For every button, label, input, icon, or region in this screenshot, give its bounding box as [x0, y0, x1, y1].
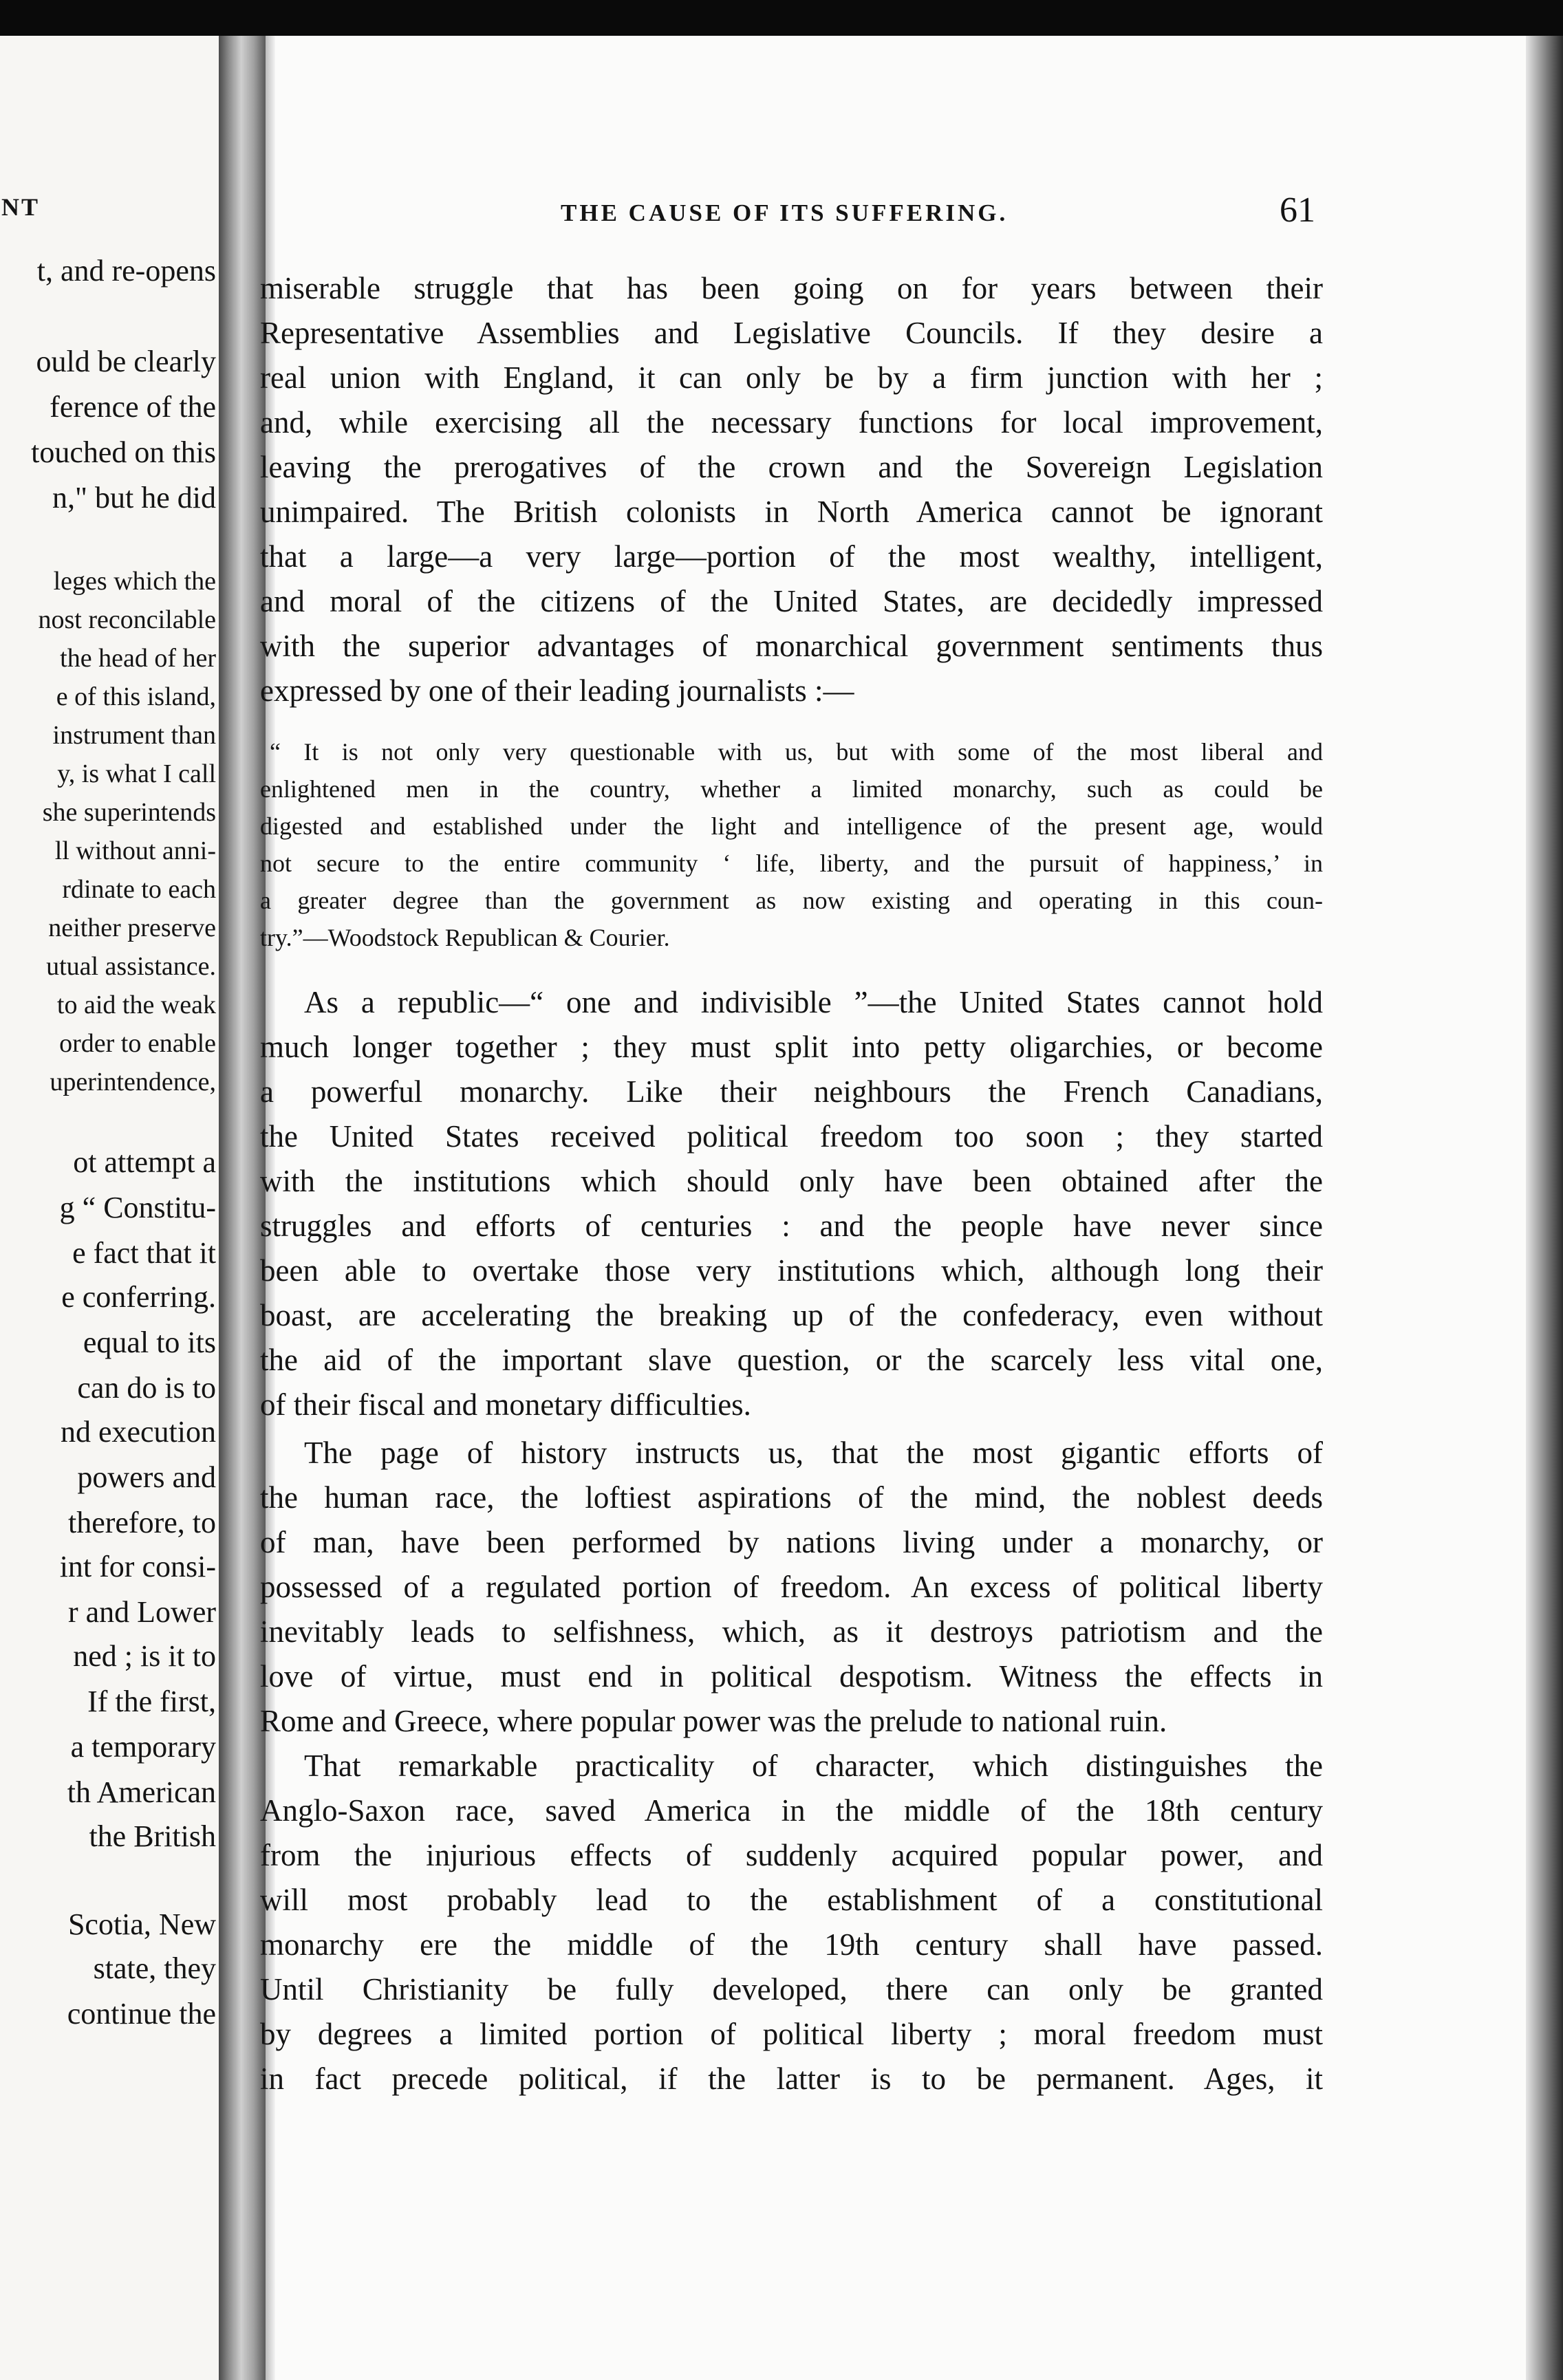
text-line: the human race, the loftiest aspirations of the mind, the noblest deeds	[260, 1480, 1323, 1515]
left-page-fragment: continue the	[67, 1997, 216, 2031]
left-page	[0, 36, 219, 2380]
left-page-header: NT	[1, 193, 41, 221]
text-line: of their fiscal and monetary difficulties.	[260, 1387, 751, 1422]
left-page-fragment: g “ Constitu-	[59, 1191, 216, 1224]
left-page-fragment: ot attempt a	[73, 1145, 216, 1179]
page-number: 61	[1280, 191, 1315, 230]
text-line: from the injurious effects of suddenly acquired popular power, and	[260, 1838, 1323, 1872]
left-page-fragment: to aid the weak	[56, 991, 216, 1019]
left-page-fragment: t, and re-opens	[36, 254, 216, 288]
left-page-fragment: the head of her	[60, 644, 216, 673]
left-page-fragment: leges which the	[53, 567, 216, 596]
left-page-fragment: ould be clearly	[36, 345, 216, 378]
left-page-fragment: utual assistance.	[46, 952, 216, 981]
left-page-fragment: ference of the	[50, 390, 216, 424]
left-page-fragment: uperintendence,	[50, 1068, 216, 1096]
left-page-fragment: ned ; is it to	[73, 1639, 216, 1673]
quote-line: digested and established under the light and intelligence of the present age, would	[260, 812, 1323, 840]
left-page-fragment: ll without anni-	[54, 836, 216, 865]
quote-line: try.”—Woodstock Republican & Courier.	[260, 924, 670, 951]
text-line: that a large—a very large—portion of the most wealthy, intelligent,	[260, 539, 1323, 574]
left-page-fragment: th American	[67, 1775, 216, 1809]
left-page-fragment: touched on this	[31, 435, 216, 469]
text-line: a powerful monarchy. Like their neighbours the French Canadians,	[260, 1074, 1323, 1109]
left-page-fragment: r and Lower	[67, 1595, 216, 1629]
left-page-fragment: can do is to	[77, 1371, 216, 1405]
text-line: with the institutions which should only have been obtained after the	[260, 1164, 1323, 1198]
left-page-fragment: y, is what I call	[57, 759, 216, 788]
left-page-fragment: instrument than	[52, 721, 216, 750]
text-line: boast, are accelerating the breaking up of the confederacy, even without	[260, 1298, 1323, 1332]
left-page-fragment: n," but he did	[52, 481, 216, 515]
left-page-fragment: If the first,	[87, 1685, 216, 1718]
left-page-fragment: the British	[89, 1819, 216, 1853]
book-gutter	[219, 36, 266, 2380]
page-edge-shadow	[1526, 36, 1563, 2380]
left-page-fragment: e fact that it	[72, 1236, 216, 1270]
left-page-fragment: equal to its	[83, 1326, 216, 1359]
quote-line: “ It is not only very questionable with us, but with some of the most liberal and	[270, 738, 1323, 766]
paragraph-4	[260, 1744, 1323, 2101]
left-page-fragment: she superintends	[42, 798, 216, 827]
text-line: the United States received political freedom too soon ; they started	[260, 1119, 1323, 1154]
text-line: with the superior advantages of monarchical government sentiments thus	[260, 629, 1323, 663]
text-line: real union with England, it can only be by a firm junction with her ;	[260, 360, 1323, 395]
quote-line: a greater degree than the government as now existing and operating in this coun-	[260, 887, 1323, 914]
left-page-fragment: neither preserve	[48, 913, 216, 942]
text-line: Rome and Greece, where popular power was the prelude to national ruin.	[260, 1704, 1167, 1738]
left-page-fragment: powers and	[77, 1460, 216, 1494]
left-page-fragment: e of this island,	[56, 682, 216, 711]
text-line: the aid of the important slave question, or the scarcely less vital one,	[260, 1343, 1323, 1377]
left-page-fragment: state, they	[93, 1951, 216, 1985]
text-line: expressed by one of their leading journalists :—	[260, 673, 854, 708]
text-line: and moral of the citizens of the United States, are decidedly impressed	[260, 584, 1323, 618]
text-line: unimpaired. The British colonists in North America cannot be ignorant	[260, 495, 1323, 529]
text-line: love of virtue, must end in political despotism. Witness the effects in	[260, 1659, 1323, 1694]
left-page-fragment: Scotia, New	[67, 1907, 216, 1941]
paragraph-3	[260, 1431, 1323, 1744]
text-line: will most probably lead to the establishment of a constitutional	[260, 1883, 1323, 1917]
text-line: inevitably leads to selfishness, which, as it destroys patriotism and the	[260, 1614, 1323, 1649]
text-line: been able to overtake those very institutions which, although long their	[260, 1253, 1323, 1288]
left-page-fragment: nd execution	[60, 1415, 216, 1449]
text-line: monarchy ere the middle of the 19th century shall have passed.	[260, 1927, 1323, 1962]
block-quote	[260, 733, 1323, 956]
quote-line: not secure to the entire community ‘ life, liberty, and the pursuit of happiness,’ in	[260, 850, 1323, 877]
left-page-fragment: rdinate to each	[62, 875, 216, 904]
text-line: and, while exercising all the necessary functions for local improvement,	[260, 405, 1323, 440]
text-line: struggles and efforts of centuries : and the people have never since	[260, 1209, 1323, 1243]
left-page-fragment: order to enable	[59, 1029, 216, 1058]
text-line: of man, have been performed by nations living under a monarchy, or	[260, 1525, 1323, 1559]
running-header: THE CAUSE OF ITS SUFFERING.	[561, 199, 1009, 226]
paragraph-1	[260, 266, 1323, 713]
text-line: leaving the prerogatives of the crown and the Sovereign Legislation	[260, 450, 1323, 484]
text-line: As a republic—“ one and indivisible ”—the United States cannot hold	[304, 985, 1323, 1019]
text-line: possessed of a regulated portion of freedom. An excess of political liberty	[260, 1570, 1323, 1604]
left-page-fragment: int for consi-	[59, 1550, 216, 1583]
left-page-fragment: therefore, to	[68, 1506, 216, 1539]
text-line: Until Christianity be fully developed, there can only be granted	[260, 1972, 1323, 2006]
text-line: That remarkable practicality of character, which distinguishes the	[304, 1749, 1323, 1783]
scan-top-border	[0, 0, 1563, 36]
text-line: in fact precede political, if the latter is to be permanent. Ages, it	[260, 2062, 1323, 2096]
paragraph-2	[260, 980, 1323, 1427]
left-page-fragment: e conferring.	[61, 1280, 216, 1314]
text-line: by degrees a limited portion of political liberty ; moral freedom must	[260, 2017, 1323, 2051]
text-line: much longer together ; they must split into petty oligarchies, or become	[260, 1030, 1323, 1064]
left-page-fragment: a temporary	[70, 1730, 216, 1764]
text-line: The page of history instructs us, that the most gigantic efforts of	[304, 1436, 1323, 1470]
text-line: miserable struggle that has been going on for years between their	[260, 271, 1323, 305]
text-line: Representative Assemblies and Legislative Councils. If they desire a	[260, 316, 1323, 350]
text-line: Anglo-Saxon race, saved America in the middle of the 18th century	[260, 1793, 1323, 1828]
left-page-fragment: nost reconcilable	[38, 605, 216, 634]
quote-line: enlightened men in the country, whether a limited monarchy, such as could be	[260, 775, 1323, 803]
